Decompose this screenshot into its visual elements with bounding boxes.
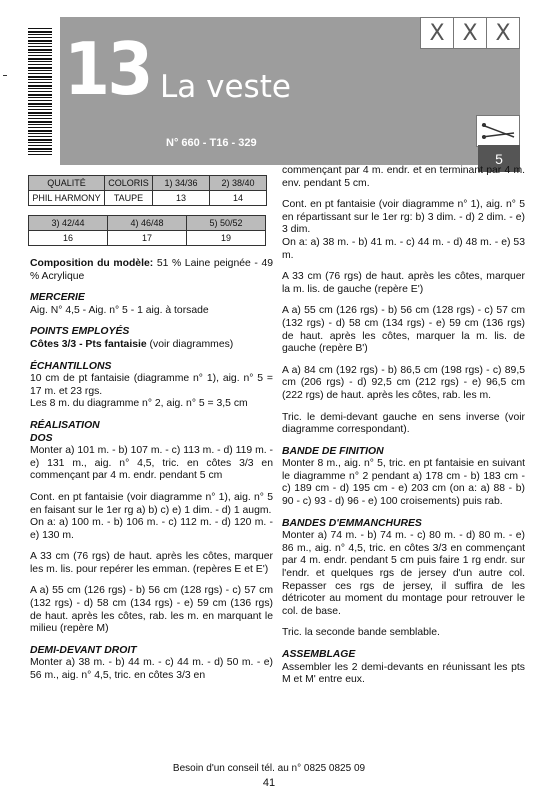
paragraph: A 33 cm (76 rgs) de haut. après les côtes, marquer la m. lis. de gauche (repère E'): [282, 271, 525, 295]
yarn-table: [28, 175, 267, 206]
paragraph: On a: a) 38 m. - b) 41 m. - c) 44 m. - d) 48 m. - e) 53 m.: [282, 236, 525, 261]
paragraph: 10 cm de pt fantaisie (diagramme n° 1), aig. n° 5 = 17 m. et 23 rgs.: [30, 373, 273, 397]
needles-icon: [476, 115, 520, 147]
pattern-title: La veste: [160, 69, 291, 105]
section-heading: BANDES D'EMMANCHURES: [282, 517, 422, 529]
paragraph: Assembler les 2 demi-devants en réunissant les pts M et M' entre eux.: [282, 661, 525, 686]
table-header: 2) 38/40: [210, 176, 267, 191]
paragraph: Monter a) 101 m. - b) 107 m. - c) 113 m. - d) 119 m. - e) 131 m., aig. n° 4,5, tric. en côtes 3/3 en commençant par 4 m. endr. pendant 5 cm: [30, 445, 273, 482]
table-cell: 13: [153, 191, 210, 206]
paragraph: A a) 84 cm (192 rgs) - b) 86,5 cm (198 rgs) - c) 89,5 cm (206 rgs) - d) 92,5 cm (212 rgs) - e) 96,5 cm (222 rgs) de haut. après les côtes, rab. les m.: [282, 364, 525, 401]
section-heading: POINTS EMPLOYÉS: [30, 326, 130, 338]
paragraph: Aig. N° 4,5 - Aig. n° 5 - 1 aig. à torsade: [30, 304, 209, 316]
paragraph: Monter a) 38 m. - b) 44 m. - c) 44 m. - d) 50 m. - e) 56 m., aig. n° 4,5, tric. en côtes 3/3 en: [30, 657, 273, 682]
paragraph: commençant par 4 m. endr. et en terminant par 4 m. env. pendant 5 cm.: [282, 165, 525, 189]
advice-footer: Besoin d'un conseil tél. au n° 0825 0825 09: [172, 763, 366, 774]
difficulty-marks: [421, 17, 520, 49]
difficulty-mark: X: [420, 17, 454, 49]
table-header: 5) 50/52: [187, 216, 266, 231]
difficulty-mark: X: [453, 17, 487, 49]
difficulty-mark: X: [486, 17, 520, 49]
table-header: 4) 46/48: [108, 216, 187, 231]
paragraph: Monter 8 m., aig. n° 5, tric. en pt fantaisie en suivant le diagramme n° 2 pendant a) 178 cm - b) 183 cm - c) 189 cm - d) 195 cm - e) 203 cm (on a: a) 88 - b) 90 - c) 93 - d) 96 - e) 100 croisements) puis rab.: [282, 458, 525, 508]
section-heading: MERCERIE: [30, 292, 85, 304]
section-heading: RÉALISATION: [30, 419, 100, 431]
right-column: [282, 165, 525, 696]
paragraph: Tric. le demi-devant gauche en sens inverse (voir diagramme correspondant).: [282, 411, 525, 436]
pattern-reference: N° 660 - T16 - 329: [166, 137, 257, 149]
paragraph: Cont. en pt fantaisie (voir diagramme n° 1), aig. n° 5 en faisant sur le 1er rg a) b) c) e) 1 dim. - d) 1 augm.: [30, 491, 273, 516]
barcode: [28, 28, 52, 156]
paragraph: A a) 55 cm (126 rgs) - b) 56 cm (128 rgs) - c) 57 cm (132 rgs) - d) 58 cm (134 rgs) - e) 59 cm (136 rgs) de haut. après les côtes, rab. les m. en marquant le milieu (repère M): [30, 585, 273, 635]
table-cell: 17: [108, 231, 187, 246]
paragraph: On a: a) 100 m. - b) 106 m. - c) 112 m. - d) 120 m. - e) 130 m.: [30, 517, 273, 541]
table-header: COLORIS: [105, 176, 153, 191]
table-cell: 16: [29, 231, 108, 246]
table-cell: 14: [210, 191, 267, 206]
paragraph: Côtes 3/3 - Pts fantaisie (voir diagrammes): [30, 338, 234, 350]
paragraph: Cont. en pt fantaisie (voir diagramme n° 1), aig. n° 5 en répartissant sur le 1er rg: b) 3 dim. - d) 2 dim. - e) 3 dim.: [282, 199, 525, 236]
section-heading: DEMI-DEVANT DROIT: [30, 644, 137, 656]
page-number: 41: [262, 777, 276, 789]
section-heading: DOS: [30, 432, 53, 444]
table-cell: TAUPE: [105, 191, 153, 206]
paragraph: A a) 55 cm (126 rgs) - b) 56 cm (128 rgs) - c) 57 cm (132 rgs) - d) 58 cm (134 rgs) - e) 59 cm (136 rgs) de haut. après les côtes, marquer la m. lis. de gauche (repère B'): [282, 305, 525, 355]
section-heading: ÉCHANTILLONS: [30, 360, 112, 372]
left-column: [30, 258, 273, 692]
paragraph: A 33 cm (76 rgs) de haut. après les côtes, marquer les m. lis. pour repérer les emman. (repères E et E'): [30, 551, 273, 575]
table-cell: PHIL HARMONY: [29, 191, 105, 206]
paragraph: Monter a) 74 m. - b) 74 m. - c) 80 m. - d) 80 m. - e) 86 m., aig. n° 4,5, tric. en côtes 3/3 en commençant par 4 m. endr. pendant 5 cm puis faire 1 rg endr. sur l'endr. et quelques rgs de jersey d'un autre col. Repasser ces rgs de jersey, il suffira de les détricoter au moment du montage pour retrouver le col. de base.: [282, 530, 525, 617]
table-cell: 19: [187, 231, 266, 246]
size-table: [28, 215, 266, 246]
section-heading: ASSEMBLAGE: [282, 649, 356, 660]
paragraph: Les 8 m. du diagramme n° 2, aig. n° 5 = 3,5 cm: [30, 398, 248, 410]
table-header: QUALITÉ: [29, 176, 105, 191]
table-header: 3) 42/44: [29, 216, 108, 231]
table-header: 1) 34/36: [153, 176, 210, 191]
composition: Composition du modèle: 51 % Laine peignée - 49 % Acrylique: [30, 258, 274, 282]
section-heading: BANDE DE FINITION: [282, 445, 384, 457]
pattern-header: [60, 17, 520, 165]
paragraph: Tric. la seconde bande semblable.: [282, 627, 440, 639]
pattern-number: 13: [64, 27, 151, 111]
level-badge: 5: [478, 145, 520, 172]
margin-mark: [3, 75, 7, 76]
